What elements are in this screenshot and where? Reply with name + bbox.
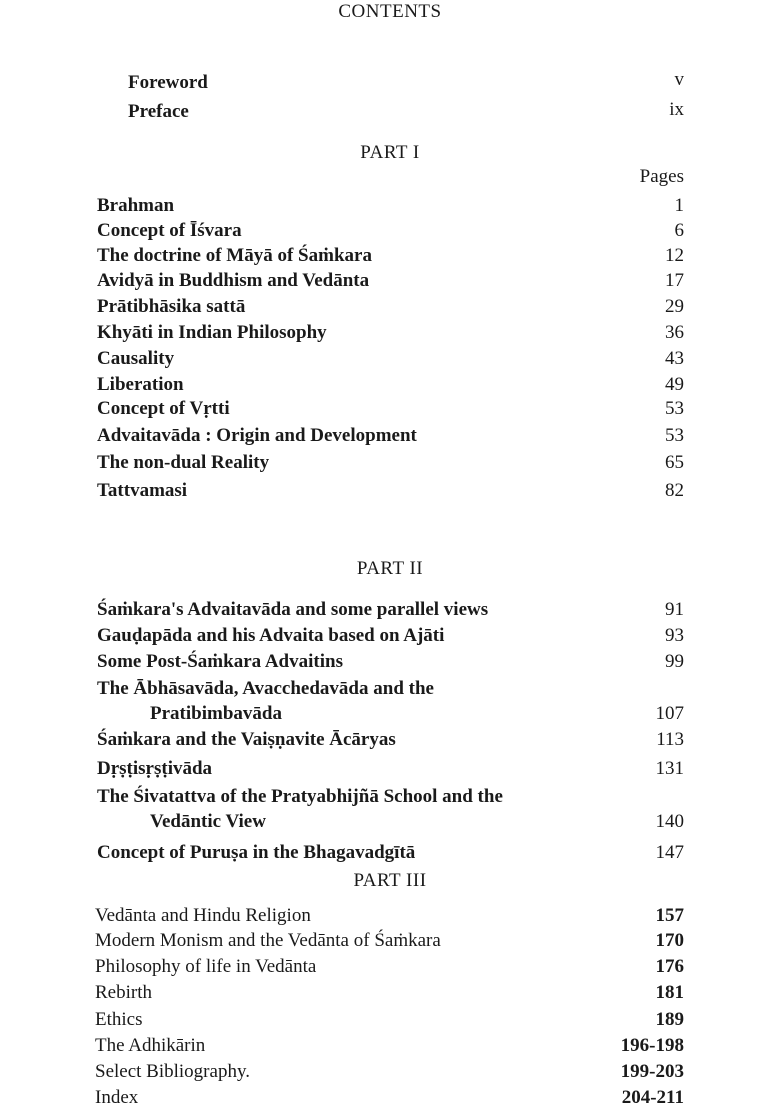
entry-label: Khyāti in Indian Philosophy bbox=[97, 322, 327, 343]
entry-page: 157 bbox=[655, 905, 684, 926]
entry-label: Index bbox=[95, 1087, 139, 1108]
entry-page: 170 bbox=[655, 930, 684, 951]
entry-label: Ethics bbox=[95, 1009, 143, 1030]
entry-page: 65 bbox=[665, 452, 684, 473]
entry-label: Vedānta and Hindu Religion bbox=[95, 905, 311, 926]
entry-label: Gauḍapāda and his Advaita based on Ajāti bbox=[97, 625, 445, 646]
entry-label: Foreword bbox=[128, 72, 208, 93]
part-heading: PART I bbox=[360, 142, 420, 163]
entry-label: Śaṁkara and the Vaiṣṇavite Ācāryas bbox=[97, 729, 396, 750]
entry-page: 113 bbox=[656, 729, 684, 750]
entry-label: The Ābhāsavāda, Avacchedavāda and the bbox=[97, 678, 434, 699]
entry-page: 53 bbox=[665, 425, 684, 446]
entry-page: ix bbox=[669, 99, 684, 120]
entry-page: v bbox=[674, 69, 684, 90]
entry-page: 17 bbox=[665, 270, 684, 291]
entry-page: 181 bbox=[655, 982, 684, 1003]
part-heading: PART II bbox=[356, 558, 424, 579]
entry-page: 12 bbox=[665, 245, 684, 266]
entry-page: 43 bbox=[665, 348, 684, 369]
part-heading: PART III bbox=[353, 870, 427, 891]
entry-page: 49 bbox=[665, 374, 684, 395]
entry-page: 199-203 bbox=[620, 1061, 684, 1082]
entry-label-continued: Vedāntic View bbox=[150, 811, 266, 832]
entry-page: 29 bbox=[665, 296, 684, 317]
entry-label: Avidyā in Buddhism and Vedānta bbox=[97, 270, 370, 291]
entry-label: Rebirth bbox=[95, 982, 152, 1003]
entry-page: 107 bbox=[655, 703, 684, 724]
entry-label: The doctrine of Māyā of Śaṁkara bbox=[97, 245, 372, 266]
entry-label: Liberation bbox=[97, 374, 184, 395]
entry-page: 140 bbox=[655, 811, 684, 832]
entry-label: The non-dual Reality bbox=[97, 452, 270, 473]
entry-page: 147 bbox=[655, 842, 684, 863]
entry-page: 196-198 bbox=[620, 1035, 684, 1056]
entry-page: 91 bbox=[665, 599, 684, 620]
entry-page: 93 bbox=[665, 625, 684, 646]
entry-page: 1 bbox=[674, 195, 684, 216]
entry-label: Concept of Puruṣa in the Bhagavadgītā bbox=[97, 842, 416, 863]
entry-label-continued: Pratibimbavāda bbox=[150, 703, 282, 724]
entry-label: Prātibhāsika sattā bbox=[97, 296, 246, 317]
entry-label: Some Post-Śaṁkara Advaitins bbox=[97, 651, 343, 672]
entry-label: Causality bbox=[97, 348, 175, 369]
entry-page: 189 bbox=[655, 1009, 684, 1030]
entry-page: 131 bbox=[655, 758, 684, 779]
entry-page: 6 bbox=[674, 220, 684, 241]
entry-label: Preface bbox=[128, 101, 189, 122]
entry-label: Brahman bbox=[97, 195, 175, 216]
entry-label: The Adhikārin bbox=[95, 1035, 206, 1056]
entry-label: Dṛṣṭisṛṣṭivāda bbox=[97, 758, 213, 779]
entry-label: Śaṁkara's Advaitavāda and some parallel views bbox=[97, 599, 489, 620]
entry-label: Concept of Īśvara bbox=[97, 220, 242, 241]
contents-title: CONTENTS bbox=[338, 1, 442, 22]
entry-label: The Śivatattva of the Pratyabhijñā School and the bbox=[97, 786, 503, 807]
entry-page: 82 bbox=[665, 480, 684, 501]
entry-page: 99 bbox=[665, 651, 684, 672]
entry-label: Philosophy of life in Vedānta bbox=[95, 956, 317, 977]
entry-page: 204-211 bbox=[621, 1087, 684, 1108]
entry-label: Modern Monism and the Vedānta of Śaṁkara bbox=[95, 930, 441, 951]
entry-page: 36 bbox=[665, 322, 684, 343]
pages-column-label: Pages bbox=[639, 166, 684, 187]
entry-page: 53 bbox=[665, 398, 684, 419]
entry-page: 176 bbox=[655, 956, 684, 977]
entry-label: Tattvamasi bbox=[97, 480, 188, 501]
entry-label: Concept of Vṛtti bbox=[97, 398, 230, 419]
entry-label: Advaitavāda : Origin and Development bbox=[97, 425, 417, 446]
entry-label: Select Bibliography. bbox=[95, 1061, 250, 1082]
